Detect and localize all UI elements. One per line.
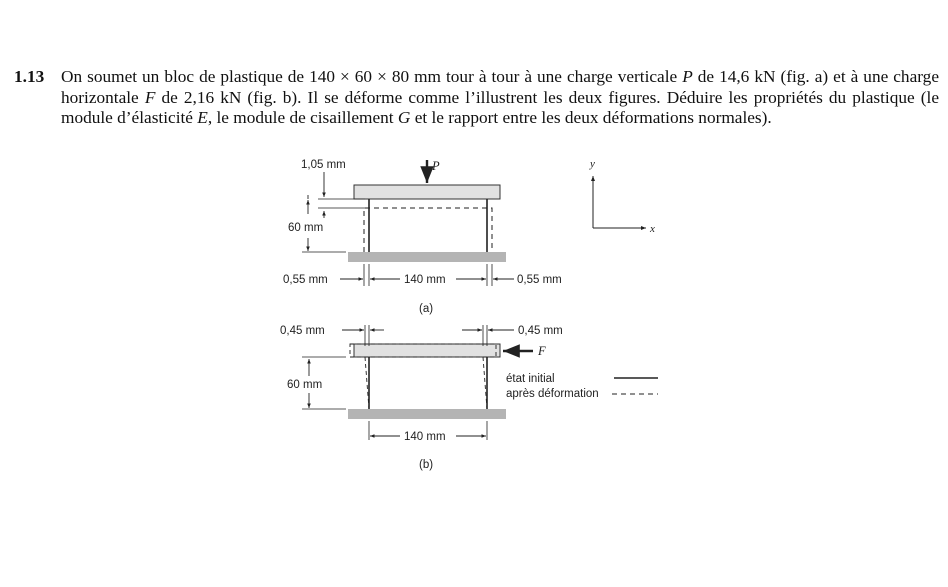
dim-left-label-a: 0,55 mm	[283, 274, 328, 286]
dim-left-label-b: 0,45 mm	[280, 325, 325, 337]
dim-right-label-b: 0,45 mm	[518, 325, 563, 337]
caption-b: (b)	[419, 459, 434, 471]
top-plate-b	[354, 344, 500, 357]
dim-width-label-b: 140 mm	[404, 431, 446, 443]
dim-height-label-a: 60 mm	[288, 222, 324, 234]
axis-x-label: x	[650, 223, 655, 235]
ground-plate	[348, 252, 506, 262]
axis-y-label: y	[590, 158, 595, 170]
top-plate	[354, 185, 500, 199]
dim-right-label-a: 0,55 mm	[517, 274, 562, 286]
problem-text: On soumet un bloc de plastique de 140 × 60 × 80 mm tour à tour à une charge verticale P de 14,6 kN (fig. a) et à une charge horizontale F de 2,16 kN (fig. b). Il se déforme comme l’illustrent les deux figures. Déduire les propriétés du plastique (le module d’élasticité E, le module de cisaillement G et le rapport entre les deux déformations normales).	[61, 67, 939, 127]
deformed-outline-a	[364, 208, 492, 252]
dim-top-label: 1,05 mm	[301, 159, 346, 171]
caption-a: (a)	[419, 303, 434, 315]
load-f-label: F	[538, 344, 546, 358]
ground-plate-b	[348, 409, 506, 419]
coordinate-axes	[589, 158, 655, 235]
legend-deformed-label: après déformation	[506, 388, 599, 400]
dim-height-label-b: 60 mm	[287, 379, 323, 391]
legend-initial-label: état initial	[506, 373, 555, 385]
legend	[506, 373, 658, 400]
load-p-label: P	[432, 159, 440, 173]
problem-number: 1.13	[14, 67, 45, 86]
figure-a	[283, 159, 562, 315]
dim-width-label-a: 140 mm	[404, 274, 446, 286]
